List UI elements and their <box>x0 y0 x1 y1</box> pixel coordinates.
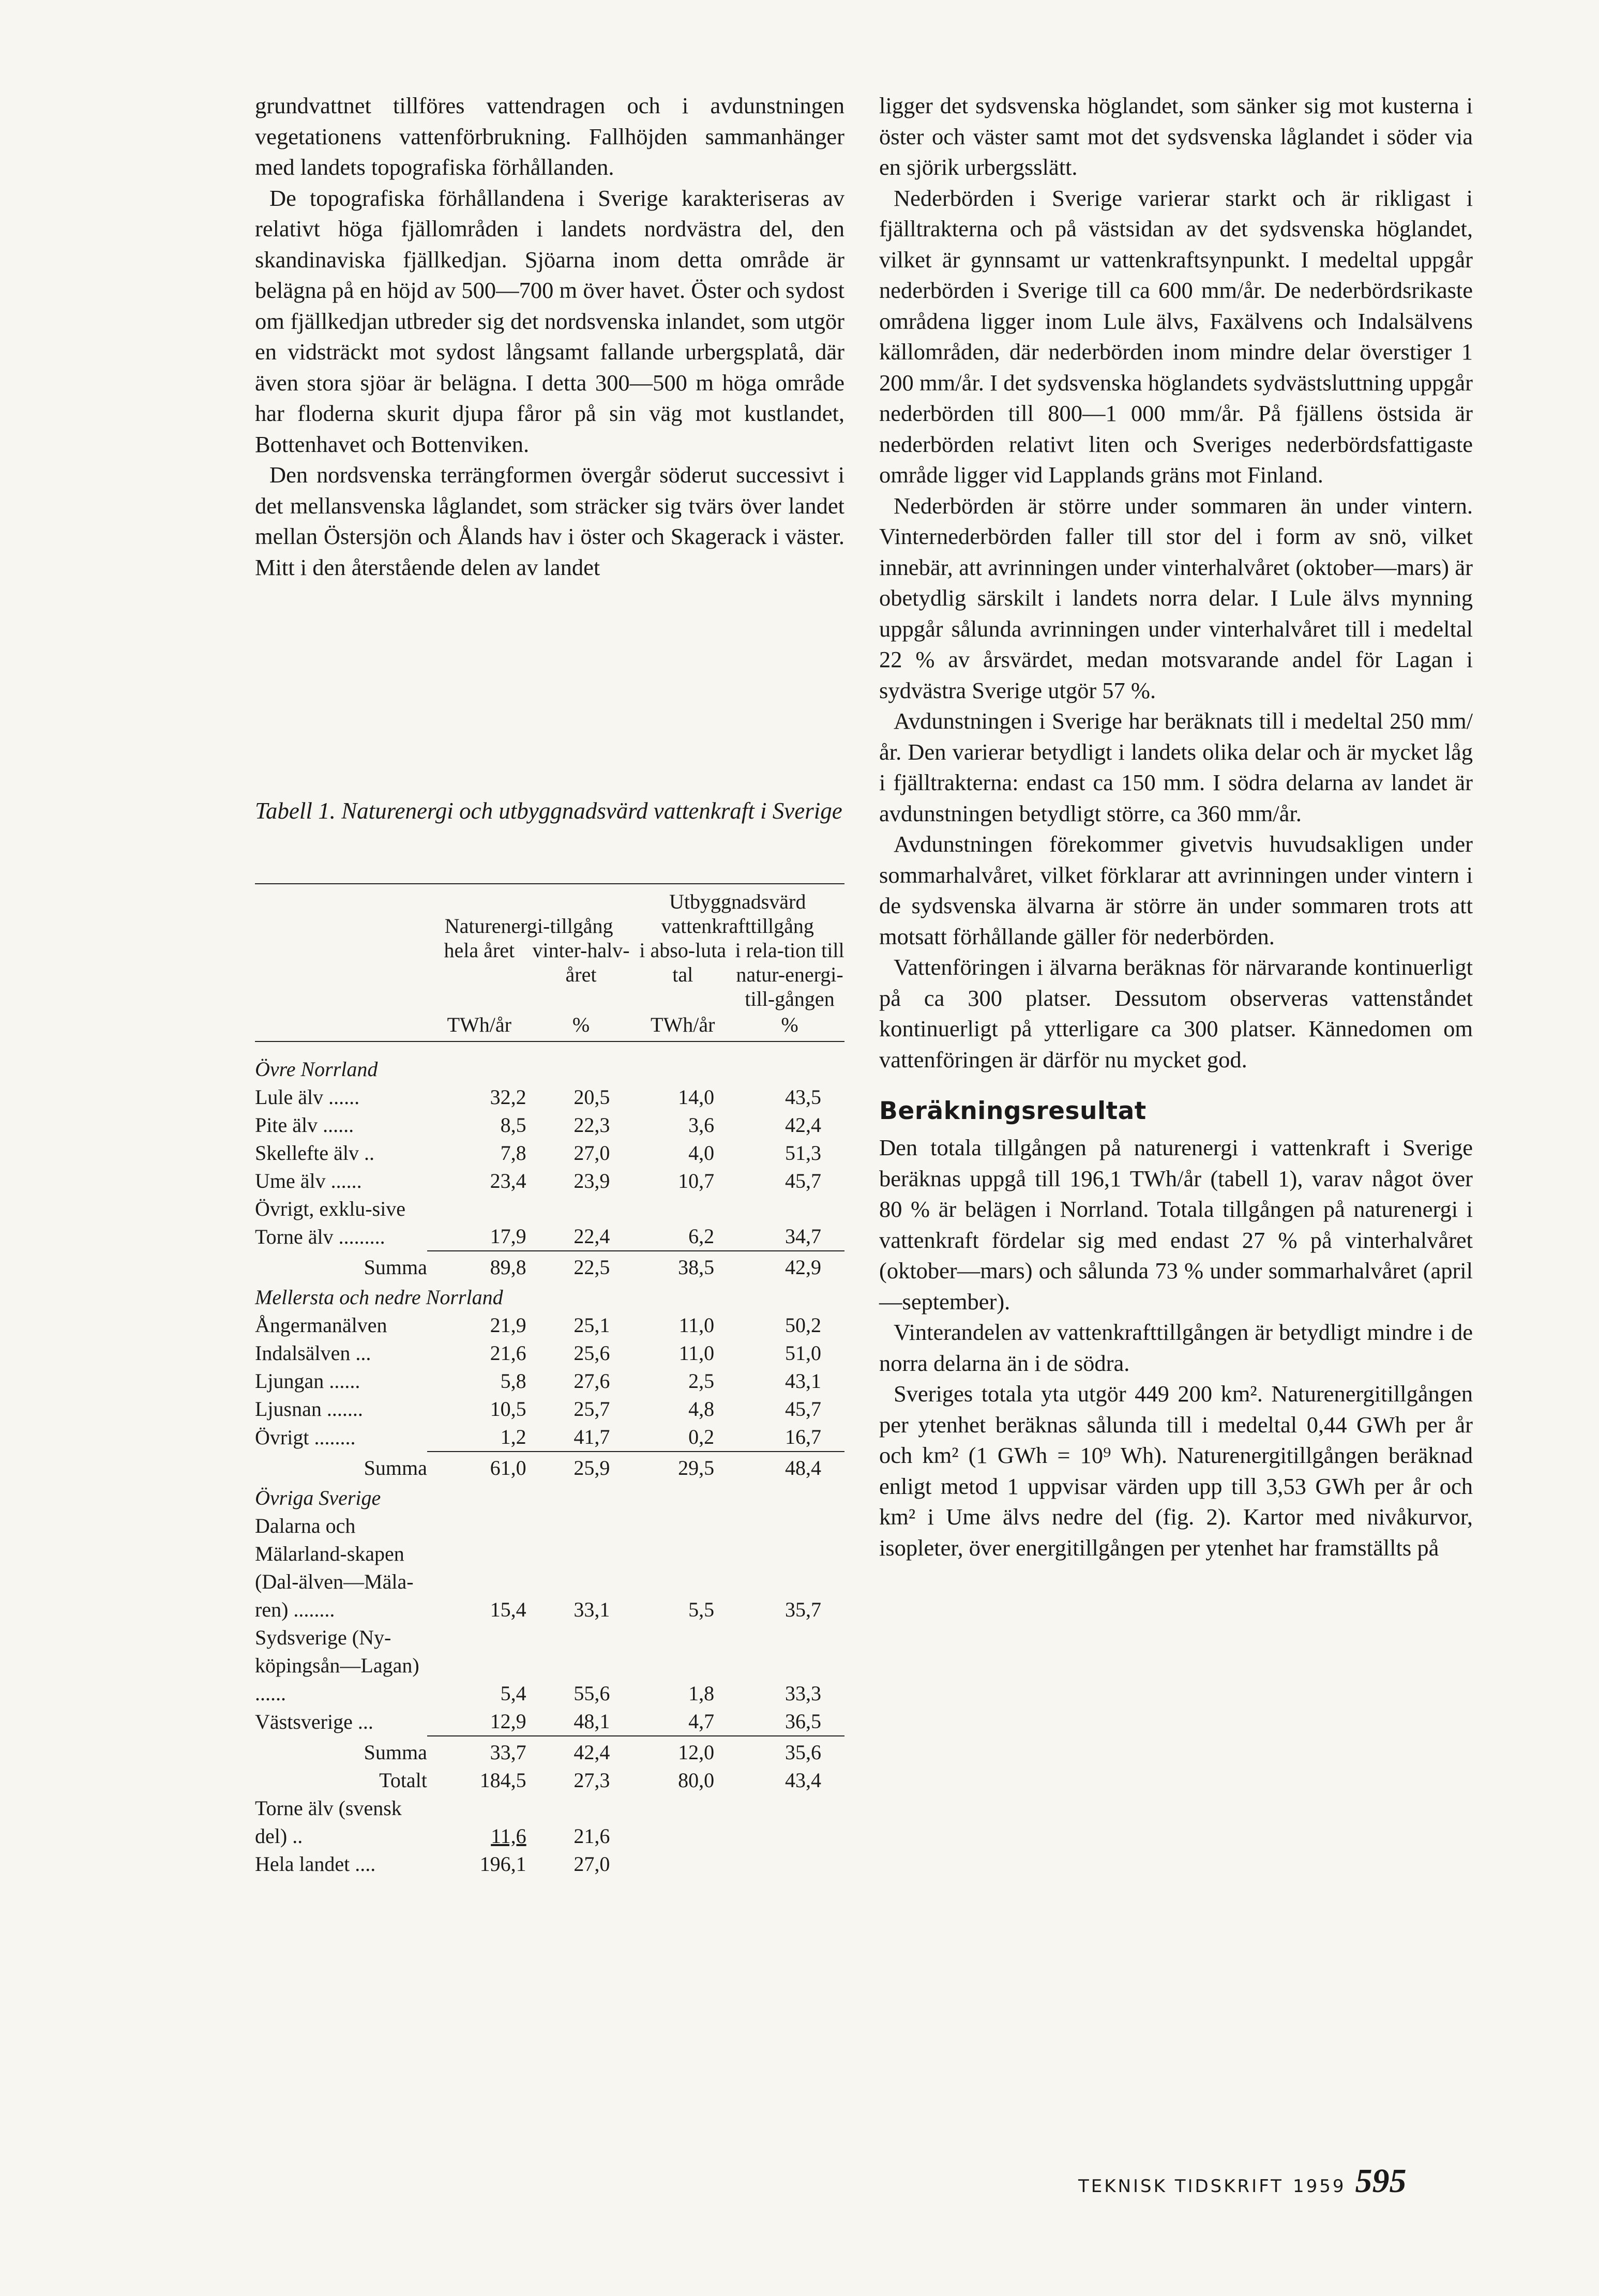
row-leader-dots: ...... <box>318 1113 354 1137</box>
row-leader-dots: ...... <box>255 1682 286 1705</box>
section-title: Mellersta och nedre Norrland <box>255 1286 503 1309</box>
row-leader-dots: ........ <box>309 1426 356 1449</box>
sum-label: Summa <box>364 1741 427 1764</box>
row-name <box>255 1311 427 1339</box>
row-name-text: Övrigt, exklu-sive Torne älv <box>255 1197 406 1248</box>
page-number: 595 <box>1355 2162 1407 2200</box>
unit-twh: TWh/år <box>427 1011 532 1041</box>
table-cell: 51,3 <box>785 1141 821 1165</box>
table-row <box>255 1195 844 1251</box>
row-name-text: Ångermanälven <box>255 1313 387 1337</box>
table-cell: 45,7 <box>785 1397 821 1421</box>
table-cell: 10,7 <box>678 1169 715 1192</box>
sum-cell: 33,7 <box>427 1736 532 1766</box>
row-name <box>255 1195 427 1251</box>
row-name-text: Indalsälven <box>255 1341 351 1365</box>
table-cell: 17,9 <box>490 1225 526 1248</box>
row-leader-dots: ........ <box>288 1598 335 1621</box>
table-cell: 11,0 <box>678 1341 715 1365</box>
sum-cell: 38,5 <box>630 1251 735 1281</box>
sum-label: Summa <box>364 1456 427 1479</box>
sum-row <box>255 1736 844 1766</box>
table-row <box>255 1139 844 1167</box>
table-cell: 22,4 <box>574 1225 610 1248</box>
row-name <box>255 1139 427 1167</box>
sum-cell: 29,5 <box>630 1452 735 1482</box>
table-cell: 45,7 <box>785 1169 821 1192</box>
table-row <box>255 1708 844 1736</box>
row-name-text: Ljusnan <box>255 1397 322 1421</box>
table-cell: 23,4 <box>490 1169 526 1192</box>
paragraph: Avdunstningen förekommer givetvis huvudsakligen under sommarhalvåret, vilket förklarar att avrinningen under vintern i de sydsvenska älvarna är större än under sommaren trots att motsatt förhållande gäller för nederbörden. <box>879 831 1473 949</box>
table-cell: 25,1 <box>574 1313 610 1337</box>
table-cell: 23,9 <box>574 1169 610 1192</box>
row-name <box>255 1395 427 1423</box>
unit-twh: TWh/år <box>630 1011 735 1041</box>
sum-row <box>255 1452 844 1482</box>
row-leader-dots: ....... <box>321 1397 363 1421</box>
section-title-row <box>255 1053 844 1083</box>
section-title: Övriga Sverige <box>255 1486 381 1509</box>
journal-name: TEKNISK TIDSKRIFT <box>1078 2176 1284 2197</box>
table-cell: 15,4 <box>490 1598 526 1621</box>
row-leader-dots: ...... <box>324 1369 360 1393</box>
row-name-text: Pite älv <box>255 1113 318 1137</box>
paragraph: ligger det sydsvenska höglandet, som sänker sig mot kusterna i öster och väster samt mot det sydsvenska låglandet i söder via en sjörik urbergsslätt. <box>879 93 1473 180</box>
row-leader-dots: ......... <box>333 1225 385 1248</box>
row-name <box>255 1512 427 1624</box>
row-leader-dots: .... <box>350 1852 376 1876</box>
total-cell: 184,5 <box>479 1769 526 1792</box>
section-title: Övre Norrland <box>255 1058 378 1081</box>
table-cell: 5,8 <box>500 1369 526 1393</box>
paragraph: Avdunstningen i Sverige har beräknats till i medeltal 250 mm/år. Den varierar betydligt i landets olika delar och är mycket låg i fjälltrakterna: endast ca 150 mm. I södra delarna av landet är avdunstningen betydligt större, ca 360 mm/år. <box>879 708 1473 826</box>
torne-name <box>255 1794 427 1850</box>
row-name-text: Lule älv <box>255 1085 324 1109</box>
section-title-row <box>255 1281 844 1311</box>
table-row <box>255 1167 844 1195</box>
table-cell: 51,0 <box>785 1341 821 1365</box>
table-cell: 4,0 <box>688 1141 715 1165</box>
table-row <box>255 1512 844 1624</box>
table-row <box>255 1111 844 1139</box>
sum-cell: 61,0 <box>427 1452 532 1482</box>
row-name-text: Ume älv <box>255 1169 326 1192</box>
table-cell: 1,8 <box>688 1682 715 1705</box>
row-name <box>255 1423 427 1452</box>
table-cell: 5,4 <box>500 1682 526 1705</box>
paragraph: Den totala tillgången på naturenergi i vattenkraft i Sverige beräknas uppgå till 196,1 TWh/år (tabell 1), varav något över 80 % är belägen i Norrland. Totala tillgången på naturenergi i vattenkraft fördelar sig med endast 27 % på vinterhalvåret (oktober—mars) och sålunda 73 % under sommarhalvåret (april—september). <box>879 1135 1473 1315</box>
table-cell: 2,5 <box>688 1369 715 1393</box>
paragraph: Nederbörden i Sverige varierar starkt och är rikligast i fjälltrakterna och på västsidan av det sydsvenska höglandet, vilket är gynnsamt ur vattenkraftsynpunkt. I medeltal uppgår nederbörden i Sverige till ca 600 mm/år. De nederbördsrikaste områdena ligger inom Lule älvs, Faxälvens och Indalsälvens källområden, där nederbörden inom mindre delar överstiger 1 200 mm/år. I det sydsvenska höglandets sydvästsluttning uppgår nederbörden till 800—1 000 mm/år. På fjällens östsida är nederbörden relativt liten och Sveriges nederbördsfattigaste område ligger vid Lapplands gräns mot Finland. <box>879 185 1473 488</box>
table-cell: 10,5 <box>490 1397 526 1421</box>
total-cell: 80,0 <box>678 1769 715 1792</box>
table-cell: 35,7 <box>785 1598 821 1621</box>
sum-cell: 42,9 <box>735 1251 844 1281</box>
table-cell: 22,3 <box>574 1113 610 1137</box>
header-hela-aret: hela året <box>444 939 515 962</box>
hela-landet-text: Hela landet <box>255 1852 350 1876</box>
table-cell: 32,2 <box>490 1085 526 1109</box>
header-relation: i rela-tion till natur-energi-till-gången <box>735 939 844 1010</box>
table-cell: 50,2 <box>785 1313 821 1337</box>
row-name-text: Sydsverige (Ny-köpingsån—Lagan) <box>255 1626 419 1677</box>
sum-cell: 89,8 <box>427 1251 532 1281</box>
hela-landet-row <box>255 1850 844 1878</box>
table-cell: 12,9 <box>490 1710 526 1733</box>
row-name-text: Skellefte älv <box>255 1141 359 1165</box>
table-cell: 41,7 <box>574 1425 610 1448</box>
row-name-text: Västsverige <box>255 1710 353 1733</box>
table-cell: 48,1 <box>574 1710 610 1733</box>
page-footer <box>1078 2162 1451 2201</box>
sum-label: Summa <box>364 1256 427 1279</box>
paragraph: Vinterandelen av vattenkrafttillgången är betydligt mindre i de norra delarna än i de södra. <box>879 1319 1473 1376</box>
torne-row <box>255 1794 844 1850</box>
table-cell: 16,7 <box>785 1425 821 1448</box>
torne-name-text: Torne älv (svensk del) <box>255 1796 402 1848</box>
unit-percent: % <box>532 1011 631 1041</box>
table-cell: 196,1 <box>479 1852 526 1876</box>
table-cell: 4,7 <box>688 1710 715 1733</box>
table-cell <box>427 1794 532 1850</box>
row-name <box>255 1339 427 1367</box>
table-row <box>255 1423 844 1452</box>
total-cell: 27,3 <box>574 1769 610 1792</box>
journal-year: 1959 <box>1292 2176 1346 2197</box>
row-leader-dots: .. <box>287 1824 303 1848</box>
table-row <box>255 1367 844 1395</box>
row-leader-dots: ... <box>350 1341 371 1365</box>
table-cell: 27,6 <box>574 1369 610 1393</box>
table-row <box>255 1311 844 1339</box>
table-cell: 33,3 <box>785 1682 821 1705</box>
table-row <box>255 1395 844 1423</box>
sum-cell: 22,5 <box>532 1251 631 1281</box>
paragraph: Nederbörden är större under sommaren än under vintern. Vinternederbörden faller till stor del i form av snö, vilket innebär, att avrinningen under vinterhalvåret (oktober—mars) är obetydlig särskilt i landets norra delar. I Lule älvs mynning uppgår sålunda avrinningen under vinterhalvåret till i medeltal 22 % av årsvärdet, medan motsvarande andel för Lagan i sydvästra Sverige utgör 57 %. <box>879 492 1473 703</box>
sum-cell: 12,0 <box>630 1736 735 1766</box>
section-title-row <box>255 1482 844 1512</box>
total-label: Totalt <box>379 1769 427 1792</box>
table-cell: 1,2 <box>500 1425 526 1448</box>
table-cell: 25,6 <box>574 1341 610 1365</box>
table-cell: 7,8 <box>500 1141 526 1165</box>
table-cell: 4,8 <box>688 1397 715 1421</box>
table-cell: 5,5 <box>688 1598 715 1621</box>
table-header-group <box>255 884 844 938</box>
table-cell: 36,5 <box>785 1710 821 1733</box>
sum-cell: 48,4 <box>735 1452 844 1482</box>
table-cell: 27,0 <box>574 1852 610 1876</box>
table-caption: Tabell 1. Naturenergi och utbyggnadsvärd vattenkraft i Sverige <box>255 798 842 824</box>
row-leader-dots: .. <box>359 1141 375 1165</box>
paragraph: Sveriges totala yta utgör 449 200 km². Naturenergitillgången per ytenhet beräknas sålunda till i medeltal 0,44 GWh per år och km² (1 GWh = 10⁹ Wh). Naturenergitillgången beräknad enligt metod 1 uppvisar värden upp till 3,53 GWh per år och km² i Ume älvs nedre del (fig. 2). Kartor med nivåkurvor, isopleter, över energitillgången per ytenhet har framställts på <box>879 1381 1473 1561</box>
table-cell: 20,5 <box>574 1085 610 1109</box>
table-cell: 6,2 <box>688 1225 715 1248</box>
right-column <box>879 90 1473 1563</box>
header-absoluta: i abso-luta tal <box>639 939 727 986</box>
row-leader-dots: ... <box>352 1710 373 1733</box>
table-cell: 8,5 <box>500 1113 526 1137</box>
table-cell: 25,7 <box>574 1397 610 1421</box>
table-row <box>255 1624 844 1708</box>
table-cell: 14,0 <box>678 1085 715 1109</box>
sum-cell: 42,4 <box>532 1736 631 1766</box>
paragraph: grundvattnet tillföres vattendragen och i avdunstningen vegetationens vattenförbrukning. Fallhöjden sammanhänger med landets topografiska förhållanden. <box>255 93 844 180</box>
total-cell: 43,4 <box>785 1769 821 1792</box>
row-name-text: Ljungan <box>255 1369 324 1393</box>
table-cell: 42,4 <box>785 1113 821 1137</box>
table-cell: 34,7 <box>785 1225 821 1248</box>
table-cell: 0,2 <box>688 1425 715 1448</box>
row-name <box>255 1167 427 1195</box>
sum-cell: 25,9 <box>532 1452 631 1482</box>
table-row <box>255 1339 844 1367</box>
underlined-value: 11,6 <box>491 1824 526 1848</box>
header-vinterhalvaret: vinter-halv-året <box>532 939 630 986</box>
sum-row <box>255 1251 844 1281</box>
paragraph: Den nordsvenska terrängformen övergår söderut successivt i det mellansvenska låglandet, som sträcker sig tvärs över landet mellan Östersjön och Ålands hav i öster och Skagerack i väster. Mitt i den återstående delen av landet <box>255 462 844 580</box>
hela-landet-name <box>255 1850 427 1878</box>
paragraph: Vattenföringen i älvarna beräknas för närvarande kontinuerligt på ca 300 platser. Dessutom observeras vattenståndet kontinuerligt på ytterligare ca 300 platser. Kännedomen om vattenföringen är därför nu mycket god. <box>879 954 1473 1073</box>
table-cell: 21,6 <box>490 1341 526 1365</box>
total-row <box>255 1766 844 1794</box>
row-name <box>255 1624 427 1708</box>
table-cell: 21,9 <box>490 1313 526 1337</box>
table-cell: 3,6 <box>688 1113 715 1137</box>
table-cell: 11,0 <box>678 1313 715 1337</box>
row-name <box>255 1083 427 1111</box>
table-cell: 43,1 <box>785 1369 821 1393</box>
header-utbyggnad: Utbyggnadsvärd vattenkrafttillgång <box>661 890 814 938</box>
paragraph: De topografiska förhållandena i Sverige karakteriseras av relativt höga fjällområden i landets nordvästra del, den skandinaviska fjällkedjan. Sjöarna inom detta område är belägna på en höjd av 500—700 m över havet. Öster och sydost om fjällkedjan utbreder sig det nordsvenska inlandet, som utgör en vidsträckt mot sydost långsamt fallande urbergsplatå, där även stora sjöar är belägna. I detta 300—500 m höga område har floderna skurit djupa fåror på sin väg mot kustlandet, Bottenhavet och Bottenviken. <box>255 185 844 457</box>
row-leader-dots: ...... <box>325 1169 362 1192</box>
sum-cell: 35,6 <box>735 1736 844 1766</box>
row-leader-dots: ...... <box>323 1085 360 1109</box>
unit-percent: % <box>735 1011 844 1041</box>
row-name <box>255 1708 427 1736</box>
row-name <box>255 1367 427 1395</box>
row-name-text: Dalarna och Mälarland-skapen (Dal-älven—Mäla-ren) <box>255 1514 414 1621</box>
section-heading: Beräkningsresultat <box>879 1097 1147 1125</box>
table-header-cols <box>255 938 844 1011</box>
energy-table <box>255 883 844 1878</box>
table-cell: 27,0 <box>574 1141 610 1165</box>
table-cell: 33,1 <box>574 1598 610 1621</box>
table-cell: 55,6 <box>574 1682 610 1705</box>
table-cell: 21,6 <box>574 1824 610 1848</box>
row-name-text: Övrigt <box>255 1426 309 1449</box>
table-row <box>255 1083 844 1111</box>
left-column <box>255 90 844 583</box>
header-naturenergi: Naturenergi-tillgång <box>444 914 613 938</box>
row-name <box>255 1111 427 1139</box>
table-cell: 43,5 <box>785 1085 821 1109</box>
table-units-row <box>255 1011 844 1041</box>
